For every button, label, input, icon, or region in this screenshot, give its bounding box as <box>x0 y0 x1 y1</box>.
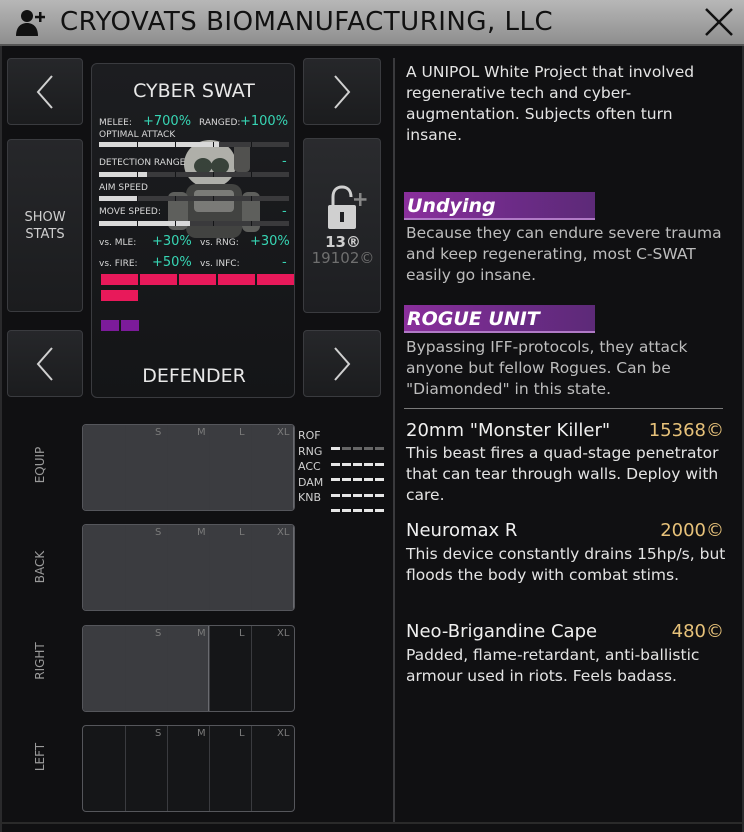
detection-range-value: - <box>282 154 287 169</box>
health-segment <box>179 274 216 285</box>
unit-class: DEFENDER <box>142 365 246 387</box>
slot-label-right: RIGHT <box>33 642 47 680</box>
bar-tick <box>213 221 214 226</box>
vs-fire-label: vs. FIRE: <box>99 259 138 269</box>
unlock-upgrade-button[interactable] <box>303 138 381 313</box>
unit-card <box>91 63 295 398</box>
vs-rng-value: +30% <box>250 234 290 249</box>
show-stats-button[interactable] <box>7 139 83 312</box>
trait-undying-tag: Undying <box>404 192 595 220</box>
slot-size-label: S <box>155 427 162 438</box>
health-segment <box>218 274 255 285</box>
move-speed-fill <box>99 221 190 226</box>
trait-undying-text: Because they can endure severe trauma and keep regenerating, most C-SWAT easily go insane. <box>406 224 722 284</box>
slot-label-left: LEFT <box>33 742 47 772</box>
item-text-right: Padded, flame-retardant, anti-ballistic armour used in riots. Feels badass. <box>406 646 700 685</box>
bottom-border <box>0 822 744 824</box>
weapon-stat-rof-meter <box>331 435 386 439</box>
next-unit-button[interactable] <box>303 58 381 125</box>
vs-fire-value: +50% <box>152 255 192 270</box>
weapon-stat-dam-meter <box>331 482 386 486</box>
aim-speed-bar <box>99 196 289 201</box>
prev-class-button[interactable] <box>7 330 83 397</box>
slot-size-label: M <box>197 527 206 538</box>
item-cost-back: 2000© <box>660 520 724 541</box>
vs-infc-label: vs. INFC: <box>200 259 240 269</box>
user-add-icon <box>14 6 48 40</box>
weapon-stat-knb-label: KNB <box>298 491 321 504</box>
show-stats-label-line1: SHOW <box>24 209 66 225</box>
weapon-stat-rng-label: RNG <box>298 444 323 458</box>
bar-tick <box>137 221 138 226</box>
item-cost-right: 480© <box>671 621 724 642</box>
trait-rogue-unit-tag: ROGUE UNIT <box>404 305 595 333</box>
weapon-stat-acc-label: ACC <box>298 460 321 473</box>
slot-equip[interactable] <box>82 424 295 511</box>
slot-label-back: BACK <box>33 550 47 584</box>
chevron-right-icon <box>331 346 353 382</box>
optimal-attack-label: OPTIMAL ATTACK <box>99 130 176 140</box>
slot-size-label: XL <box>277 728 290 739</box>
unit-name: CYBER SWAT <box>133 80 255 102</box>
slot-size-label: XL <box>277 527 290 538</box>
weapon-stat-acc-meter <box>331 466 386 470</box>
next-class-button[interactable] <box>303 330 381 397</box>
detection-range-fill <box>99 172 147 177</box>
aim-speed-label: AIM SPEED <box>99 183 148 193</box>
weapon-stat-pip <box>364 509 373 512</box>
armor-segment <box>121 320 139 331</box>
chevron-left-icon <box>34 74 56 110</box>
item-name-back: Neuromax R <box>406 520 518 541</box>
move-speed-label: MOVE SPEED: <box>99 207 161 217</box>
slot-left[interactable] <box>82 725 295 812</box>
unit-level: 13® <box>325 233 361 251</box>
bar-tick <box>175 221 176 226</box>
column-divider <box>393 58 395 822</box>
slot-size-label: S <box>155 527 162 538</box>
bar-tick <box>251 221 252 226</box>
slot-size-label: M <box>197 728 206 739</box>
slot-size-label: L <box>239 427 245 438</box>
weapon-stat-dam-label: DAM <box>298 475 324 489</box>
health-segment <box>101 274 138 285</box>
bar-tick <box>137 142 138 147</box>
slot-size-label: XL <box>277 628 290 639</box>
trait-rogue-unit-text: Bypassing IFF-protocols, they attack anyone but fellow Rogues. Can be "Diamonded" in this state. <box>406 338 688 398</box>
armor-segment <box>101 320 119 331</box>
vs-rng-label: vs. RNG: <box>200 238 239 248</box>
padlock-plus-icon <box>324 185 368 231</box>
slot-size-label: M <box>197 628 206 639</box>
bar-tick <box>251 172 252 177</box>
weapon-stat-knb-meter <box>331 497 386 501</box>
weapon-stat-pip <box>375 509 384 512</box>
melee-label: MELEE: <box>99 118 132 128</box>
chevron-right-icon <box>331 74 353 110</box>
vs-mle-label: vs. MLE: <box>99 238 137 248</box>
ranged-value: +100% <box>240 114 289 129</box>
bar-tick <box>213 142 214 147</box>
window-title: CRYOVATS BIOMANUFACTURING, LLC <box>60 7 554 37</box>
slot-size-label: S <box>155 628 162 639</box>
title-bar <box>0 0 744 46</box>
slot-size-label: L <box>239 628 245 639</box>
optimal-attack-bar <box>99 142 289 147</box>
unlock-cost: 19102© <box>311 249 375 267</box>
aim-speed-fill <box>99 196 137 201</box>
health-segment <box>257 274 294 285</box>
weapon-stat-pip <box>353 509 362 512</box>
ranged-label: RANGED: <box>199 118 241 128</box>
bar-tick <box>251 142 252 147</box>
bar-tick <box>251 196 252 201</box>
bar-tick <box>137 172 138 177</box>
weapon-stat-rof-label: ROF <box>298 429 321 442</box>
vs-infc-value: - <box>282 255 287 270</box>
health-segment <box>140 274 177 285</box>
slot-label-equip: EQUIP <box>33 446 47 484</box>
weapon-stat-rng-meter <box>331 451 386 455</box>
bar-tick <box>175 172 176 177</box>
item-text-primary: This beast fires a quad-stage penetrator that can tear through walls. Deploy with care. <box>406 444 719 504</box>
item-text-back: This device constantly drains 15hp/s, but floods the body with combat stims. <box>406 545 726 584</box>
move-speed-bar <box>99 221 289 226</box>
slot-size-label: L <box>239 527 245 538</box>
bar-tick <box>213 172 214 177</box>
slot-size-label: XL <box>277 427 290 438</box>
item-name-primary: 20mm "Monster Killer" <box>406 420 611 441</box>
health-segment-extra <box>101 290 138 301</box>
unit-description: A UNIPOL White Project that involved regenerative tech and cyber-augmentation. Subjects often turn insane. <box>406 63 695 144</box>
show-stats-label-line2: STATS <box>25 226 65 242</box>
close-icon[interactable] <box>702 5 736 39</box>
slot-size-label: S <box>155 728 162 739</box>
bar-tick <box>213 196 214 201</box>
slot-size-label: M <box>197 427 206 438</box>
item-name-right: Neo-Brigandine Cape <box>406 621 598 642</box>
detection-range-label: DETECTION RANGE <box>99 158 186 168</box>
item-cost-primary: 15368© <box>648 420 724 441</box>
weapon-stat-pip <box>342 509 351 512</box>
bar-tick <box>175 196 176 201</box>
chevron-left-icon <box>34 346 56 382</box>
move-speed-value: - <box>282 204 287 219</box>
vs-mle-value: +30% <box>152 234 192 249</box>
melee-value: +700% <box>143 114 192 129</box>
slot-right[interactable] <box>82 625 295 712</box>
prev-unit-button[interactable] <box>7 58 83 125</box>
slot-size-label: L <box>239 728 245 739</box>
weapon-stat-pip <box>331 509 340 512</box>
bar-tick <box>137 196 138 201</box>
slot-back[interactable] <box>82 524 295 611</box>
description-divider <box>404 408 723 409</box>
optimal-attack-fill <box>99 142 219 147</box>
bar-tick <box>175 142 176 147</box>
detection-range-bar <box>99 172 289 177</box>
